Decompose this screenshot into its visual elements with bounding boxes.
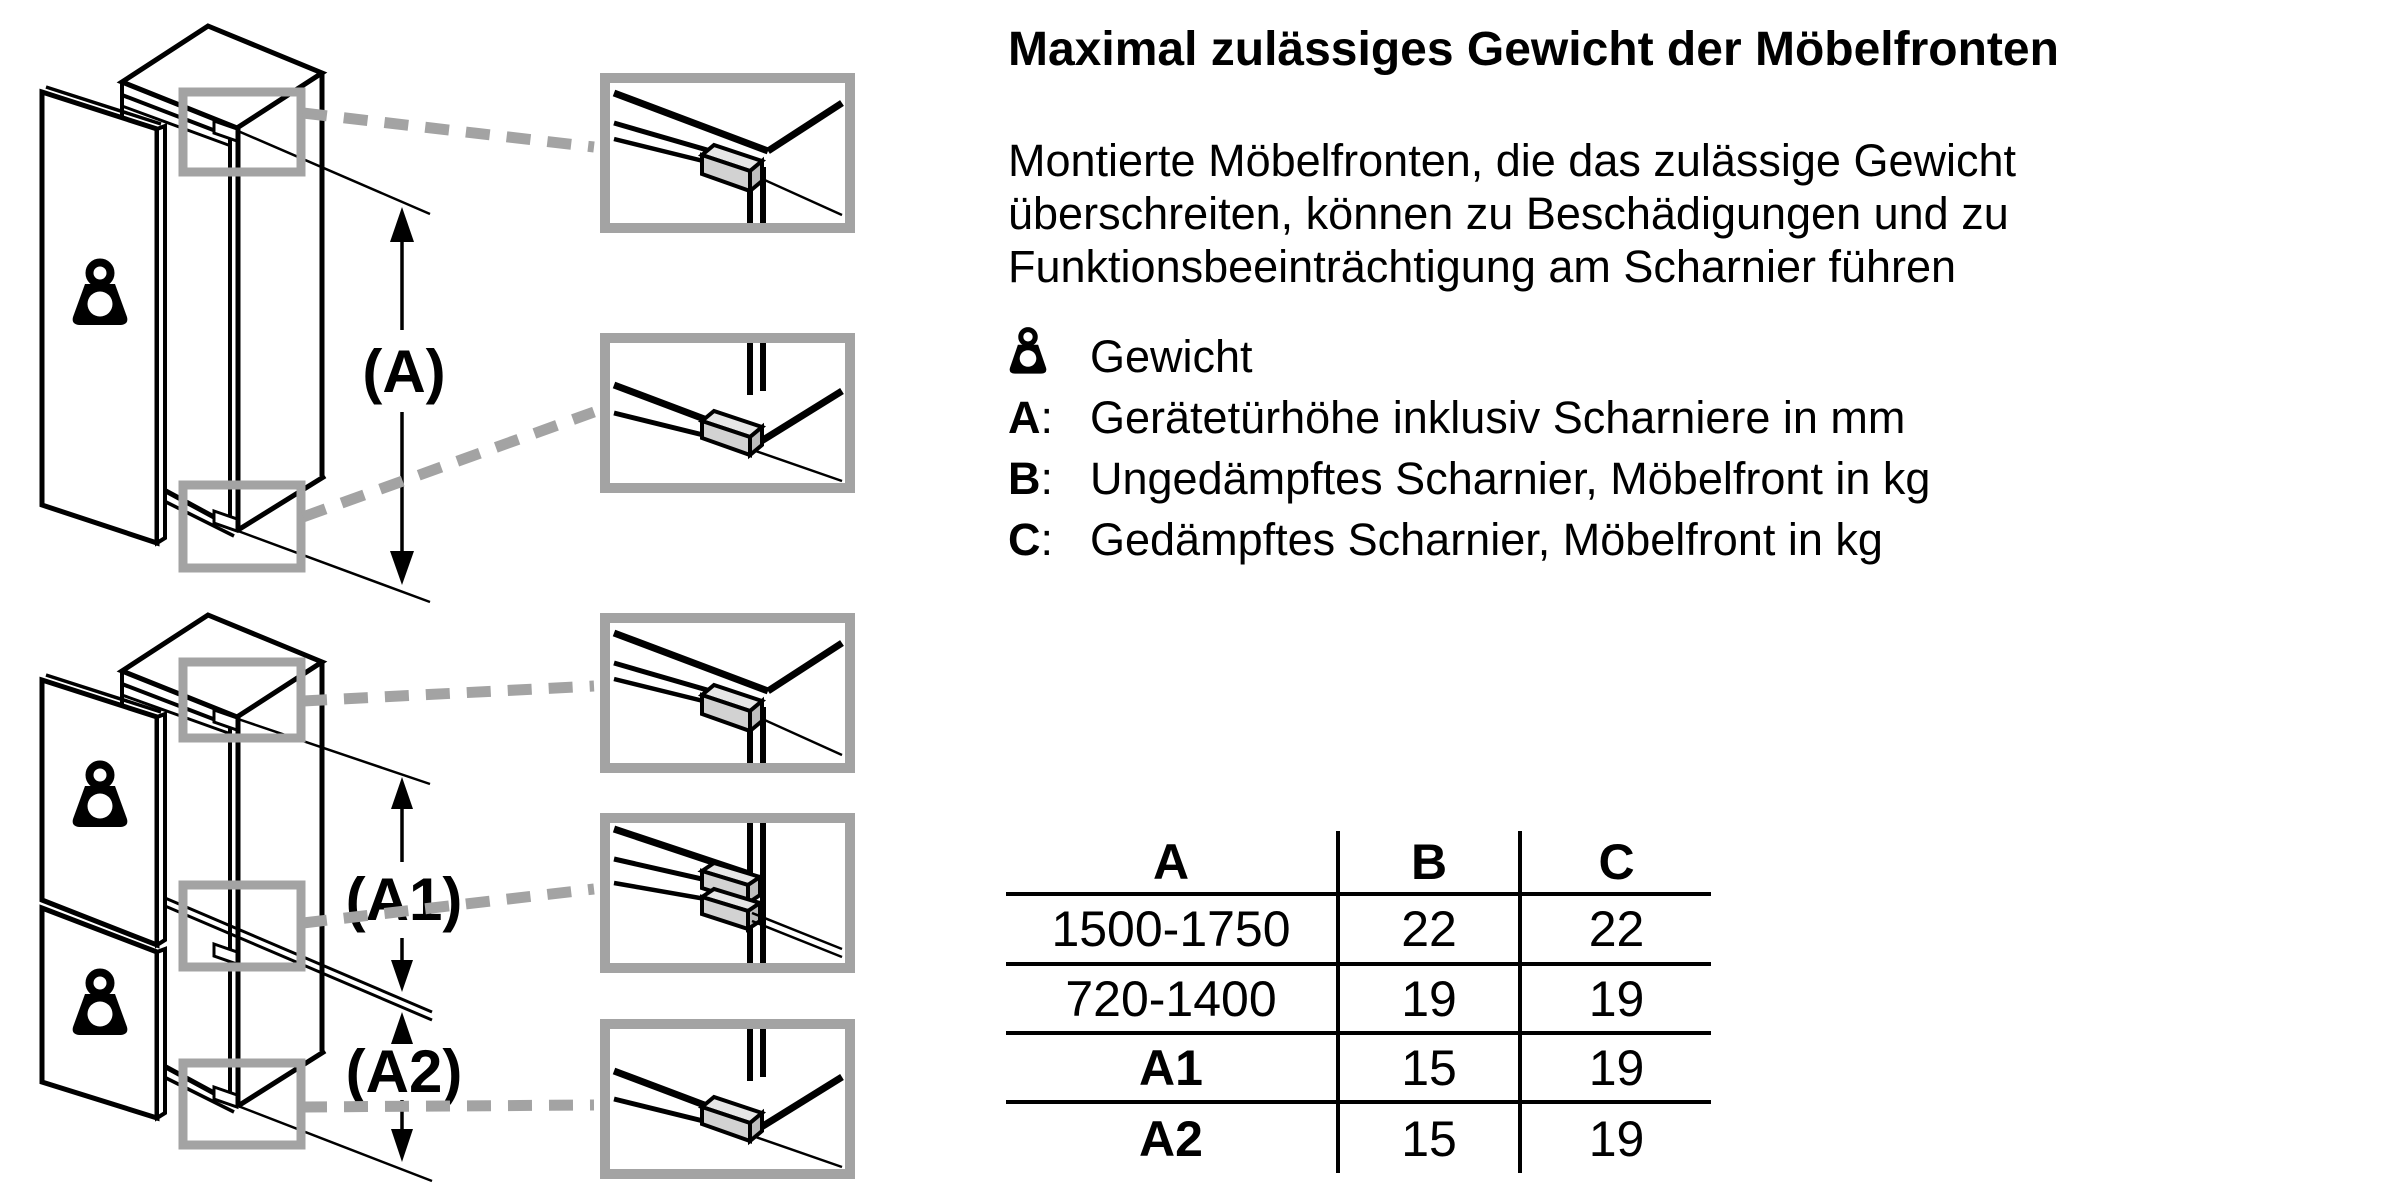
legend-row-c bbox=[1008, 509, 1930, 570]
legend-key: B : bbox=[1008, 452, 1054, 504]
page-title: Maximal zulässiges Gewicht der Möbelfronten bbox=[1008, 23, 2059, 76]
legend-key: C : bbox=[1008, 513, 1054, 565]
table-cell: 720-1400 bbox=[1006, 966, 1336, 1035]
dimension-a bbox=[362, 207, 445, 585]
leader-line bbox=[238, 719, 430, 784]
legend-text: Gedämpftes Scharnier, Möbelfront in kg bbox=[1090, 513, 1883, 565]
hinge-detail-callout-bottom bbox=[605, 1024, 850, 1174]
legend-text: Gewicht bbox=[1090, 330, 1253, 382]
hinge-detail-callout-top bbox=[605, 618, 850, 768]
table-header-c: C bbox=[1518, 831, 1711, 896]
installation-diagram bbox=[0, 0, 900, 1200]
table-cell: 1500-1750 bbox=[1006, 896, 1336, 966]
legend-row-b bbox=[1008, 448, 1930, 509]
table-cell: 15 bbox=[1336, 1035, 1518, 1104]
callout-dashed-line bbox=[303, 113, 594, 147]
table-cell: 19 bbox=[1518, 1035, 1711, 1104]
paragraph-line: Funktionsbeeinträchtigung am Scharnier führen bbox=[1008, 241, 1957, 292]
intro-paragraph bbox=[1008, 134, 2016, 293]
legend-key: A : bbox=[1008, 391, 1054, 443]
dim-label-a1: (A1) bbox=[345, 866, 463, 933]
legend bbox=[1008, 326, 1930, 570]
table-cell: 22 bbox=[1518, 896, 1711, 966]
legend-row-a bbox=[1008, 387, 1930, 448]
callout-layer bbox=[183, 78, 850, 1174]
cabinet-top-face bbox=[122, 26, 322, 128]
hinge-detail-callout-bottom bbox=[605, 338, 850, 488]
dimension-a1 bbox=[346, 777, 463, 992]
arrowhead-up-icon bbox=[391, 777, 413, 809]
table-header-a: A bbox=[1006, 831, 1336, 896]
arrowhead-up-icon bbox=[390, 207, 414, 242]
table-cell: 19 bbox=[1336, 966, 1518, 1035]
table-cell: 19 bbox=[1518, 966, 1711, 1035]
arrowhead-down-icon bbox=[390, 551, 414, 585]
paragraph-line: überschreiten, können zu Beschädigungen und zu bbox=[1008, 188, 2009, 239]
table-cell: 19 bbox=[1518, 1104, 1711, 1173]
dim-label-a: (A) bbox=[362, 338, 446, 405]
weight-icon bbox=[1008, 326, 1048, 378]
legend-text: Gerätetürhöhe inklusiv Scharniere in mm bbox=[1090, 391, 1906, 443]
hinge-detail-callout-middle bbox=[605, 818, 850, 968]
table-cell: A1 bbox=[1006, 1035, 1336, 1104]
dimension-a2 bbox=[346, 1012, 463, 1162]
table-cell: 22 bbox=[1336, 896, 1518, 966]
fridge-single-diagram bbox=[42, 26, 430, 602]
middle-hinge bbox=[214, 944, 237, 964]
table-cell: A2 bbox=[1139, 1110, 1203, 1167]
callout-dashed-line bbox=[303, 412, 594, 517]
dim-label-a2: (A2) bbox=[345, 1038, 463, 1105]
table-cell: 15 bbox=[1336, 1104, 1518, 1173]
hinge-highlight bbox=[183, 885, 301, 967]
arrowhead-down-icon bbox=[391, 960, 413, 992]
paragraph-line: Montierte Möbelfronten, die das zulässige Gewicht bbox=[1008, 135, 2017, 186]
weight-table bbox=[1006, 831, 1711, 1173]
legend-text: Ungedämpftes Scharnier, Möbelfront in kg bbox=[1090, 452, 1931, 504]
callout-dashed-line bbox=[303, 686, 594, 701]
legend-row-weight bbox=[1008, 326, 1930, 387]
arrowhead-down-icon bbox=[391, 1129, 413, 1162]
table-header-b: B bbox=[1336, 831, 1518, 896]
hinge-detail-callout-top bbox=[605, 78, 850, 228]
callout-dashed-line bbox=[303, 1105, 594, 1107]
